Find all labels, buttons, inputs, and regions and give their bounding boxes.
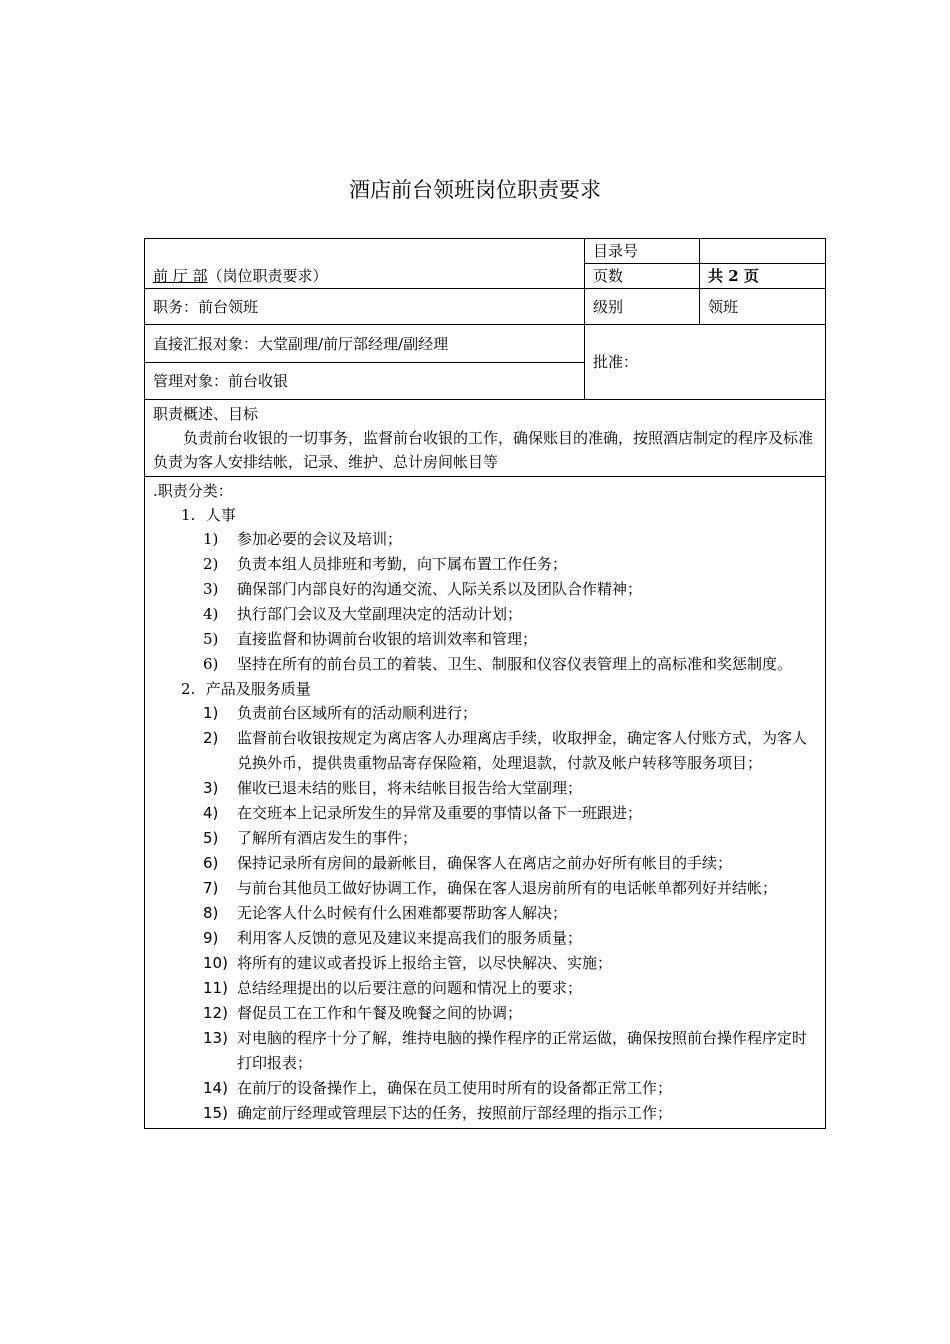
overview-cell: [145, 400, 826, 477]
item-text: 在交班本上记录所发生的异常及重要的事情以备下一班跟进；: [237, 804, 643, 822]
catalog-label: 目录号: [585, 239, 700, 264]
reports-to-cell: 直接汇报对象：大堂副理/前厅部经理/副经理: [145, 325, 585, 363]
section-title-text: 人事: [205, 506, 236, 524]
list-item: [203, 602, 817, 627]
list-item: [203, 726, 817, 776]
list-item: [203, 976, 817, 1001]
list-item: [203, 552, 817, 577]
level-label: 级别: [585, 289, 700, 325]
item-number: 8): [203, 904, 219, 922]
section-number: 2.: [181, 680, 196, 698]
item-text: 无论客人什么时候有什么困难都要帮助客人解决；: [237, 904, 568, 922]
item-text: 了解所有酒店发生的事件；: [237, 829, 418, 847]
department-name: 前 厅 部: [153, 267, 208, 285]
section-title-service-quality: [153, 677, 817, 701]
item-text: 督促员工在工作和午餐及晚餐之间的协调；: [237, 1004, 523, 1022]
item-number: 2): [203, 729, 219, 747]
section-title-personnel: [153, 503, 817, 527]
list-item: [203, 1101, 817, 1126]
item-number: 5): [203, 630, 219, 648]
item-text: 参加必要的会议及培训；: [237, 530, 403, 548]
item-text: 坚持在所有的前台员工的着装、卫生、制服和仪容仪表管理上的高标准和奖惩制度。: [237, 655, 793, 673]
list-item: [203, 1026, 817, 1076]
approval-cell: 批准：: [585, 325, 826, 400]
item-number: 2): [203, 555, 219, 573]
list-item: [203, 1076, 817, 1101]
overview-heading: 职责概述、目标: [153, 405, 259, 423]
item-text: 负责前台区域所有的活动顺利进行；: [237, 704, 478, 722]
item-number: 11): [203, 979, 228, 997]
list-item: [203, 801, 817, 826]
list-item: [203, 652, 817, 677]
section-title-text: 产品及服务质量: [205, 680, 311, 698]
section-number: 1.: [181, 506, 196, 524]
service-duty-list: [153, 701, 817, 1126]
item-number: 12): [203, 1004, 228, 1022]
item-text: 确定前厅经理或管理层下达的任务，按照前厅部经理的指示工作；: [237, 1104, 673, 1122]
pages-label: 页数: [585, 264, 700, 289]
item-text: 催收已退未结的账目，将未结帐目报告给大堂副理；: [237, 779, 583, 797]
item-text: 确保部门内部良好的沟通交流、人际关系以及团队合作精神；: [237, 580, 643, 598]
item-text: 负责本组人员排班和考勤，向下属布置工作任务；: [237, 555, 568, 573]
item-number: 14): [203, 1079, 228, 1097]
department-suffix: （岗位职责要求）: [207, 267, 328, 285]
item-text: 保持记录所有房间的最新帐目，确保客人在离店之前办好所有帐目的手续；: [237, 854, 733, 872]
item-text: 总结经理提出的以后要注意的问题和情况上的要求；: [237, 979, 583, 997]
list-item: [203, 926, 817, 951]
item-number: 5): [203, 829, 219, 847]
duties-cell: [145, 477, 826, 1129]
item-text: 直接监督和协调前台收银的培训效率和管理；: [237, 630, 538, 648]
item-number: 6): [203, 854, 219, 872]
list-item: [203, 577, 817, 602]
list-item: [203, 527, 817, 552]
item-text: 执行部门会议及大堂副理决定的活动计划；: [237, 605, 523, 623]
catalog-value: [700, 239, 826, 264]
list-item: [203, 826, 817, 851]
list-item: [203, 701, 817, 726]
pages-value: 共 2 页: [700, 264, 826, 289]
item-number: 9): [203, 929, 219, 947]
list-item: [203, 901, 817, 926]
item-text: 在前厅的设备操作上，确保在员工使用时所有的设备都正常工作；: [237, 1079, 673, 1097]
list-item: [203, 776, 817, 801]
list-item: [203, 1001, 817, 1026]
list-item: [203, 876, 817, 901]
department-cell: [145, 239, 585, 289]
item-text: 将所有的建议或者投诉上报给主管，以尽快解决、实施；: [237, 954, 613, 972]
list-item: [203, 951, 817, 976]
item-number: 1): [203, 530, 219, 548]
item-number: 6): [203, 655, 219, 673]
item-text: 与前台其他员工做好协调工作，确保在客人退房前所有的电话帐单都列好并结帐；: [237, 879, 778, 897]
item-text: 监督前台收银按规定为离店客人办理离店手续，收取押金，确定客人付账方式，为客人兑换外币，提供贵重物品寄存保险箱，处理退款，付款及帐户转移等服务项目；: [237, 729, 808, 772]
item-number: 15): [203, 1104, 228, 1122]
item-number: 1): [203, 704, 219, 722]
item-text: 对电脑的程序十分了解，维持电脑的操作程序的正常运做，确保按照前台操作程序定时打印报表；: [237, 1029, 808, 1072]
overview-body: 负责前台收银的一切事务，监督前台收银的工作，确保账目的准确，按照酒店制定的程序及标准负责为客人安排结帐，记录、维护、总计房间帐目等: [153, 429, 814, 471]
page-title: 酒店前台领班岗位职责要求: [349, 178, 601, 202]
item-text: 利用客人反馈的意见及建议来提高我们的服务质量；: [237, 929, 583, 947]
item-number: 4): [203, 605, 219, 623]
item-number: 13): [203, 1029, 228, 1047]
item-number: 3): [203, 580, 219, 598]
list-item: [203, 851, 817, 876]
position-cell: 职务：前台领班: [145, 289, 585, 325]
item-number: 10): [203, 954, 228, 972]
personnel-duty-list: [153, 527, 817, 677]
duties-heading: .职责分类：: [153, 482, 233, 500]
item-number: 4): [203, 804, 219, 822]
job-description-table: [144, 238, 826, 1129]
manages-cell: 管理对象：前台收银: [145, 363, 585, 400]
list-item: [203, 627, 817, 652]
item-number: 7): [203, 879, 219, 897]
level-value: 领班: [700, 289, 826, 325]
item-number: 3): [203, 779, 219, 797]
